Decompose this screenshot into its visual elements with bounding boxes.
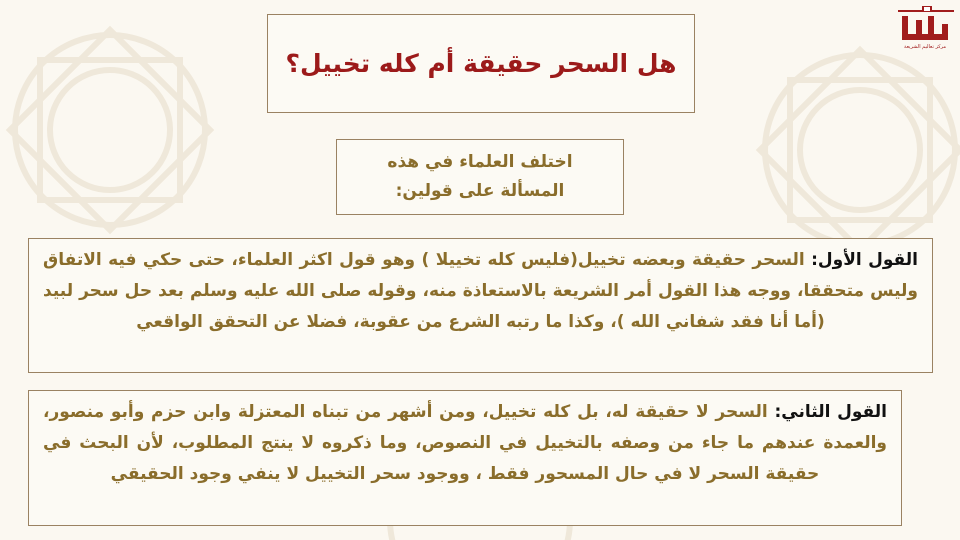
- first-opinion-box: [28, 238, 933, 373]
- intro-box: [336, 139, 624, 215]
- logo-mark-icon: [898, 6, 954, 42]
- first-opinion-paragraph: [43, 245, 918, 338]
- second-opinion-paragraph: [43, 397, 887, 490]
- first-opinion-text: السحر حقيقة وبعضه تخييل(فليس كله تخييلا ) وهو قول اكثر العلماء، حتى حكي فيه الاتفاق وليس متحققا، ووجه هذا القول أمر الشريعة بالاستعاذة منه، وقوله صلى الله عليه وسلم بعد حل سحر لبيد (أما أنا فقد شفاني الله )، وكذا ما رتبه الشرع من عقوبة، فضلا عن التحقق الواقعي: [43, 250, 918, 332]
- second-opinion-text: السحر لا حقيقة له، بل كله تخييل، ومن أشهر من تبناه المعتزلة وابن حزم وأبو منصور، والعمدة عندهم ما جاء من وصفه بالتخييل في النصوص، وما ذكروه لا ينتج المطلوب، لأن البحث في حقيقة السحر لا في حال المسحور فقط ، ووجود سحر التخييل لا ينفي وجود الحقيقي: [43, 402, 887, 484]
- brand-logo: [896, 6, 954, 58]
- first-opinion-label: القول الأول:: [811, 250, 918, 270]
- slide-title: هل السحر حقيقة أم كله تخييل؟: [285, 49, 677, 78]
- second-opinion-label: القول الثاني:: [774, 402, 888, 422]
- second-opinion-box: [28, 390, 902, 526]
- title-box: [267, 14, 695, 113]
- intro-text: اختلف العلماء في هذه المسألة على قولين:: [387, 152, 573, 201]
- logo-tagline: مركز تعاليم الشريعة: [903, 44, 947, 50]
